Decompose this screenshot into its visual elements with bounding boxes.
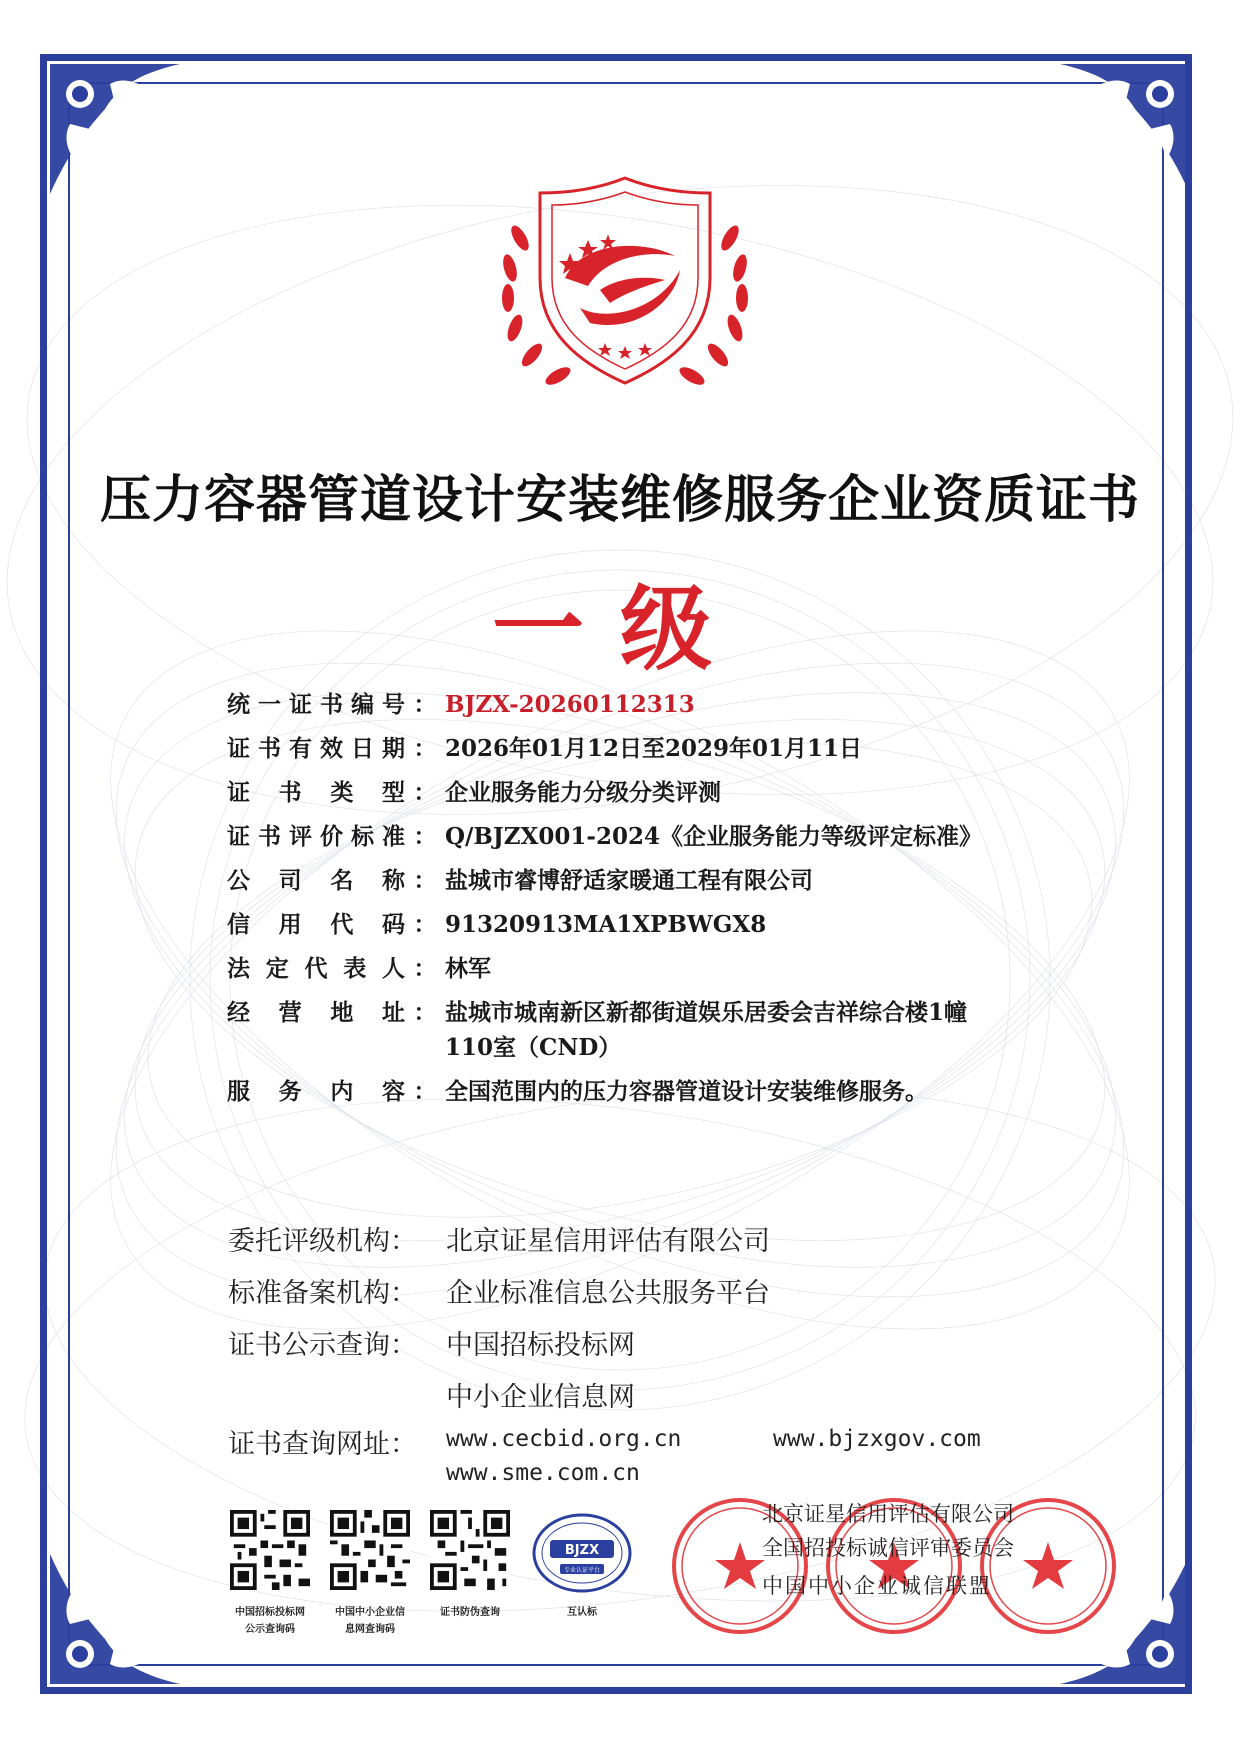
badge-text: BJZX <box>564 1543 600 1558</box>
public-query-value-1: 中国招标投标网 <box>446 1329 635 1361</box>
query-url-2[interactable]: www.bjzxgov.com <box>773 1426 981 1452</box>
certificate-title: 压力容器管道设计安装维修服务企业资质证书 <box>99 470 1140 530</box>
field-colon: ： <box>413 691 437 718</box>
field-business-address <box>227 998 1047 1027</box>
field-service-content <box>227 1077 1047 1106</box>
badge-caption-line: 互认标 <box>567 1607 597 1618</box>
organizations-section <box>228 1212 770 1420</box>
field-label: 经营地址 <box>227 999 405 1026</box>
field-colon: ： <box>413 955 437 982</box>
badge-sub-text: 专业认证平台 <box>563 1567 601 1574</box>
corner-ornament-bottom-left <box>50 1554 180 1684</box>
standard-agency-value: 企业标准信息公共服务平台 <box>446 1277 770 1309</box>
field-colon: ： <box>413 999 437 1026</box>
qr-code-icon[interactable] <box>330 1510 410 1590</box>
public-query-value-2: 中小企业信息网 <box>446 1381 635 1413</box>
field-label: 证书有效日期 <box>227 735 405 762</box>
qr-caption-line: 息网查询码 <box>345 1624 395 1635</box>
qr-caption-line: 公示查询码 <box>245 1624 295 1635</box>
field-colon: ： <box>413 1078 437 1105</box>
field-value: 全国范围内的压力容器管道设计安装维修服务。 <box>445 1078 928 1105</box>
field-label: 服务内容 <box>227 1078 405 1105</box>
field-colon: ： <box>413 823 437 850</box>
stamp-issuer-1: 北京证星信用评估有限公司 <box>762 1502 1014 1526</box>
standard-agency-label: 标准备案机构： <box>228 1277 417 1309</box>
rating-agency-value: 北京证星信用评估有限公司 <box>446 1225 770 1257</box>
qr-caption-line: 中国中小企业信 <box>335 1607 405 1618</box>
field-label: 公司名称 <box>227 867 405 894</box>
field-label: 信用代码 <box>227 911 405 938</box>
field-credit-code <box>227 910 1047 939</box>
field-colon: ： <box>413 867 437 894</box>
qr-caption-line: 证书防伪查询 <box>440 1607 500 1618</box>
field-label: 统一证书编号 <box>227 691 405 718</box>
qr-caption-line: 中国招标投标网 <box>235 1607 305 1618</box>
field-label: 证书评价标准 <box>227 823 405 850</box>
rating-agency-label: 委托评级机构： <box>228 1225 417 1257</box>
query-url-1[interactable]: www.cecbid.org.cn <box>446 1426 682 1452</box>
badge-caption <box>527 1604 637 1621</box>
field-evaluation-standard <box>227 822 1047 851</box>
qr-code-icon[interactable] <box>230 1510 310 1590</box>
public-query-row-2 <box>228 1368 770 1420</box>
public-query-label: 证书公示查询： <box>228 1329 417 1361</box>
rating-agency-row <box>228 1212 770 1264</box>
corner-ornament-top-left <box>50 64 180 194</box>
field-label: 证书类型 <box>227 779 405 806</box>
stamp-issuer-2: 全国招投标诚信评审委员会 <box>762 1536 1014 1560</box>
field-value: 盐城市城南新区新都街道娱乐居委会吉祥综合楼1幢 <box>445 999 968 1026</box>
field-value: 91320913MA1XPBWGX8 <box>445 911 767 938</box>
public-query-row <box>228 1316 770 1368</box>
query-url-label: 证书查询网址： <box>228 1429 417 1460</box>
field-value: 林军 <box>445 955 491 982</box>
field-business-address-line-2: 110室（CND） <box>445 1034 622 1061</box>
qr-caption-2 <box>315 1604 425 1638</box>
field-certificate-type <box>227 778 1047 807</box>
field-valid-date <box>227 734 1047 763</box>
field-legal-representative <box>227 954 1047 983</box>
standard-agency-row <box>228 1264 770 1316</box>
qr-code-icon[interactable] <box>430 1510 510 1590</box>
field-colon: ： <box>413 735 437 762</box>
query-url-3[interactable]: www.sme.com.cn <box>446 1460 640 1486</box>
shield-emblem-icon <box>470 158 780 418</box>
field-company-name <box>227 866 1047 895</box>
qr-caption-1 <box>215 1604 325 1638</box>
field-value: Q/BJZX001-2024《企业服务能力等级评定标准》 <box>445 823 982 850</box>
field-value: BJZX-20260112313 <box>445 691 695 718</box>
stamp-issuer-3: 中国中小企业诚信联盟 <box>762 1574 992 1598</box>
corner-ornament-top-right <box>1060 64 1190 194</box>
field-certificate-number <box>227 690 1047 719</box>
bjzx-badge-icon <box>532 1512 632 1594</box>
field-colon: ： <box>413 911 437 938</box>
field-value: 2026年01月12日至2029年01月11日 <box>445 735 863 762</box>
qr-caption-3 <box>415 1604 525 1621</box>
field-label: 法定代表人 <box>227 955 405 982</box>
certificate-fields <box>227 690 1047 1121</box>
field-value: 盐城市睿博舒适家暖通工程有限公司 <box>445 867 813 894</box>
certificate-level: 一级 <box>491 575 748 683</box>
field-value: 企业服务能力分级分类评测 <box>445 779 721 806</box>
field-colon: ： <box>413 779 437 806</box>
